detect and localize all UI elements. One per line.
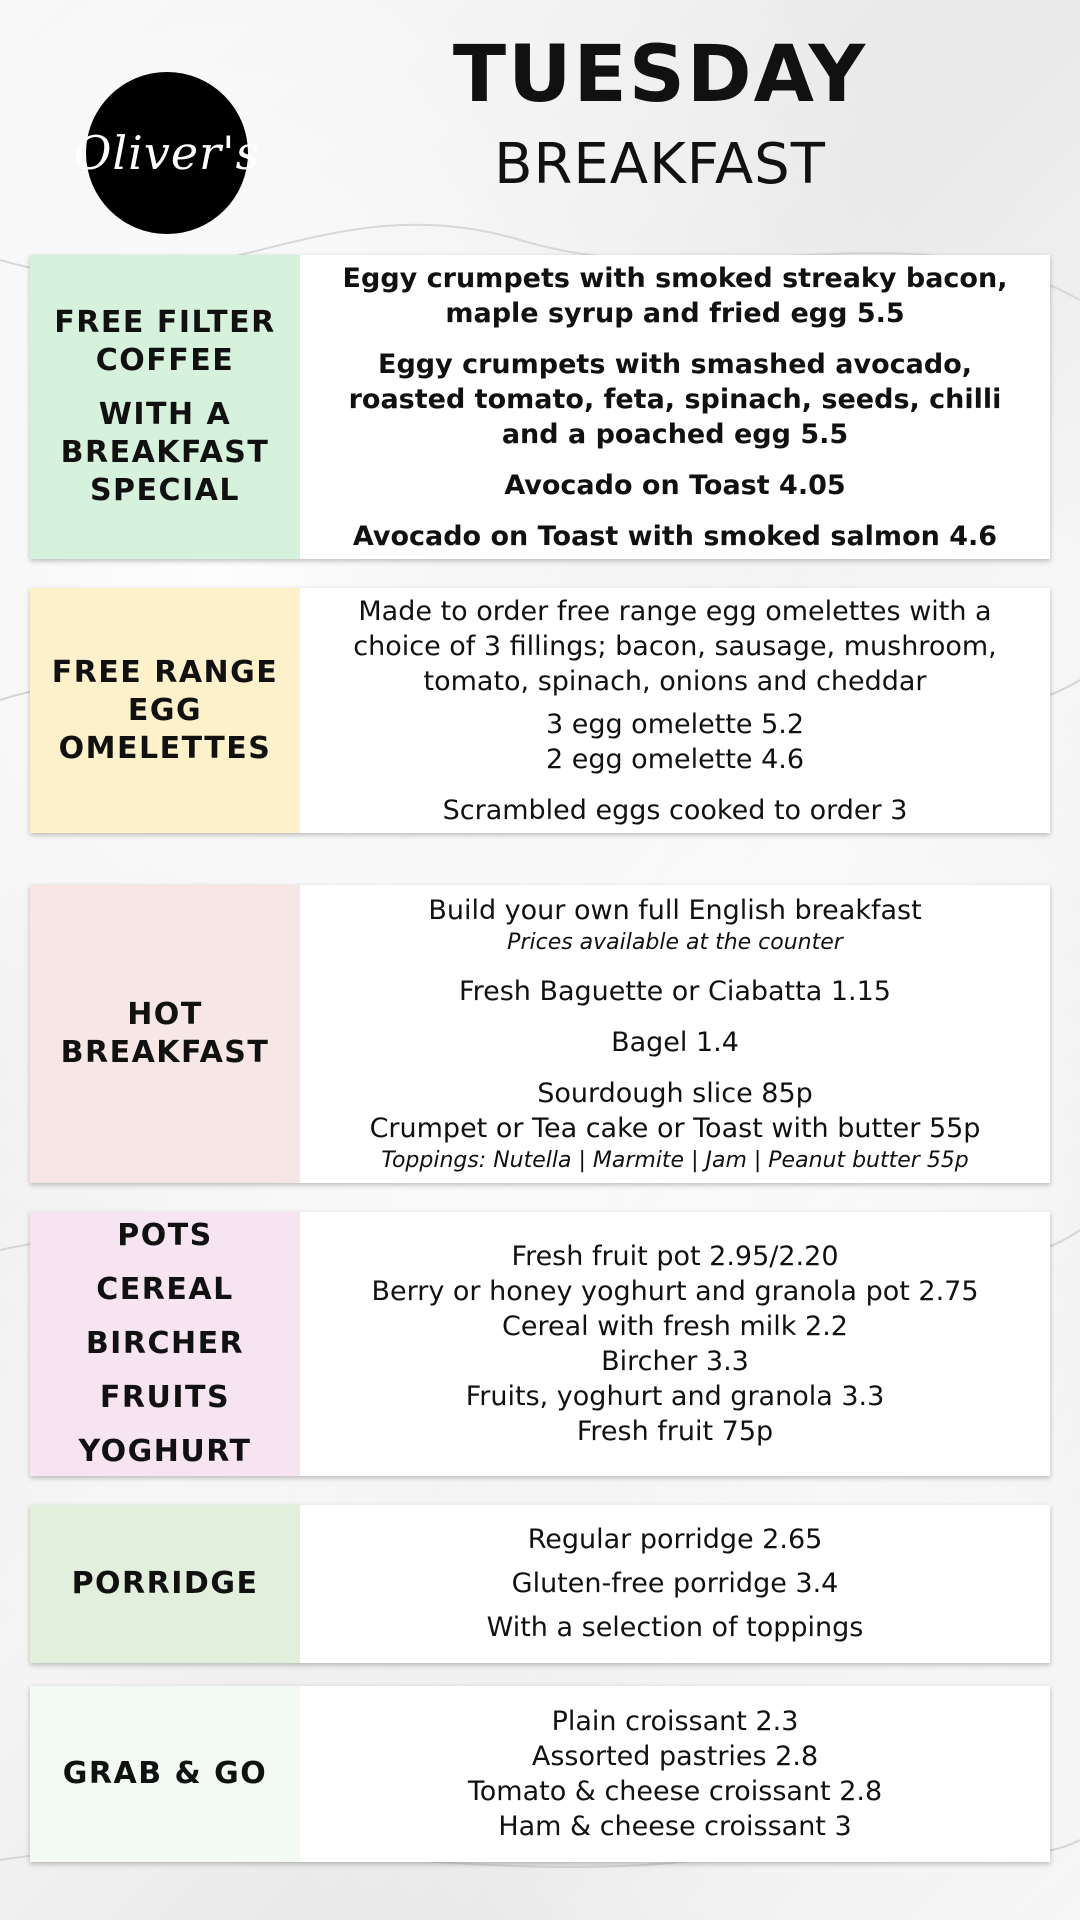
category-line: COFFEE: [95, 343, 235, 378]
category-line: BREAKFAST: [60, 435, 270, 470]
category-line: GRAB & GO: [62, 1756, 268, 1791]
item-list: [300, 1212, 1050, 1476]
menu-item: Fresh fruit pot 2.95/2.20: [511, 1241, 839, 1272]
menu-item: Eggy crumpets with smoked streaky bacon, maple syrup and fried egg 5.5: [342, 262, 1008, 329]
menu-item: Scrambled eggs cooked to order 3: [442, 794, 908, 826]
category-label: [30, 1505, 300, 1663]
menu-note: Toppings: Nutella | Marmite | Jam | Peanut butter 55p: [381, 1147, 969, 1173]
menu-item: Fresh fruit 75p: [576, 1416, 774, 1447]
category-label: [30, 588, 300, 833]
menu-item: With a selection of toppings: [486, 1612, 864, 1643]
menu-item: Ham & cheese croissant 3: [498, 1811, 852, 1842]
item-list: [300, 1505, 1050, 1663]
category-line: FRUITS: [99, 1380, 231, 1415]
item-list: [300, 1686, 1050, 1862]
category-line: FREE RANGE: [51, 654, 279, 690]
menu-item: 2 egg omelette 4.6: [545, 743, 805, 775]
category-line: OMELETTES: [58, 730, 272, 766]
category-line: BIRCHER: [85, 1326, 245, 1361]
section-pots-cereal: [30, 1212, 1050, 1476]
category-label: [30, 1212, 300, 1476]
category-label: [30, 1686, 300, 1862]
menu-item: Crumpet or Tea cake or Toast with butter 55p: [369, 1112, 981, 1144]
category-line: BREAKFAST: [60, 1035, 270, 1070]
menu-item: Assorted pastries 2.8: [531, 1741, 819, 1772]
category-label: [30, 885, 300, 1183]
meal-title: BREAKFAST: [494, 132, 826, 197]
menu-note: Prices available at the counter: [507, 929, 843, 955]
section-breakfast-special: [30, 255, 1050, 559]
section-grab-and-go: [30, 1686, 1050, 1862]
menu-item: Fresh Baguette or Ciabatta 1.15: [459, 975, 891, 1007]
item-list: [300, 885, 1050, 1183]
section-porridge: [30, 1505, 1050, 1663]
menu-item: Eggy crumpets with smashed avocado, roasted tomato, feta, spinach, seeds, chilli and a poached egg 5.5: [348, 348, 1002, 450]
category-line: YOGHURT: [78, 1434, 252, 1469]
menu-item: Avocado on Toast 4.05: [504, 469, 846, 501]
item-list: [300, 255, 1050, 559]
menu-item: Bagel 1.4: [611, 1026, 739, 1058]
category-line: PORRIDGE: [71, 1566, 259, 1601]
section-omelettes: [30, 588, 1050, 833]
menu-item: Avocado on Toast with smoked salmon 4.6: [352, 520, 998, 552]
menu-item: Regular porridge 2.65: [527, 1524, 823, 1555]
menu-item: Fruits, yoghurt and granola 3.3: [465, 1381, 885, 1412]
menu-item: Plain croissant 2.3: [551, 1706, 799, 1737]
menu-item: Made to order free range egg omelettes with a choice of 3 fillings; bacon, sausage, mushroom, tomato, spinach, onions and cheddar: [353, 595, 997, 697]
category-line: CEREAL: [96, 1272, 234, 1307]
menu-item: Berry or honey yoghurt and granola pot 2.75: [371, 1276, 979, 1307]
category-line: EGG: [127, 692, 203, 728]
category-label: [30, 255, 300, 559]
day-title: TUESDAY: [452, 30, 868, 120]
category-line: POTS: [117, 1218, 213, 1253]
item-list: [300, 588, 1050, 833]
menu-item: Build your own full English breakfast: [428, 894, 922, 926]
menu-item: Sourdough slice 85p: [537, 1077, 813, 1109]
menu-item: 3 egg omelette 5.2: [545, 708, 805, 740]
category-line: WITH A: [98, 397, 232, 432]
category-line: FREE FILTER: [54, 305, 276, 340]
section-hot-breakfast: [30, 885, 1050, 1183]
category-line: HOT: [127, 997, 203, 1032]
menu-item: Bircher 3.3: [601, 1346, 749, 1377]
menu-item: Gluten-free porridge 3.4: [511, 1568, 839, 1599]
olivers-logo: [73, 72, 261, 234]
logo-text: Oliver's: [73, 126, 261, 180]
menu-item: Cereal with fresh milk 2.2: [502, 1311, 848, 1342]
category-line: SPECIAL: [89, 473, 241, 508]
menu-item: Tomato & cheese croissant 2.8: [467, 1776, 883, 1807]
